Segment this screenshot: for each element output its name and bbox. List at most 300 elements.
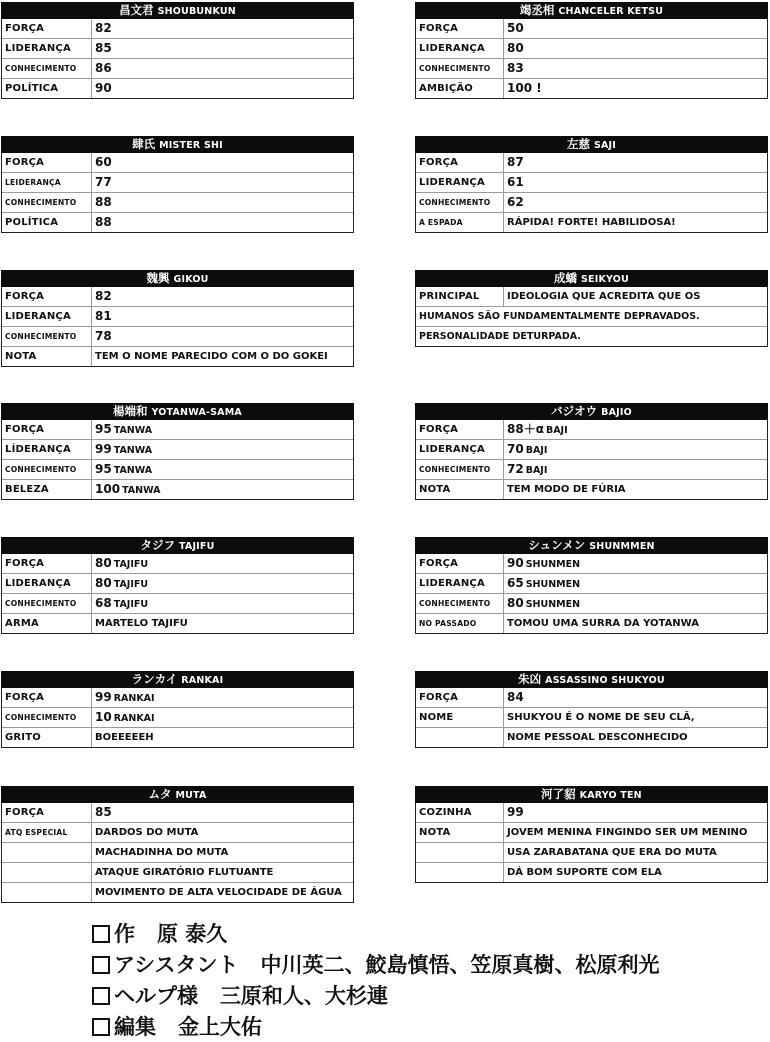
stat-row — [416, 574, 767, 594]
stat-label: NO PASSADO — [416, 614, 504, 633]
stat-label: ATQ ESPECIAL — [2, 823, 92, 842]
stat-value: 88＋α — [507, 422, 544, 436]
stat-label: FORÇA — [416, 19, 504, 38]
stat-table — [1, 19, 354, 99]
card-name: GIKOU — [173, 274, 209, 285]
stat-table — [1, 420, 354, 500]
stat-value-cell — [92, 708, 353, 727]
stat-row — [2, 307, 353, 327]
stat-table — [415, 554, 768, 634]
stat-value-cell — [504, 440, 767, 459]
stat-row — [2, 153, 353, 173]
card-saji — [415, 136, 768, 233]
stat-label: FORÇA — [2, 19, 92, 38]
stat-value: JOVEM MENINA FINGINDO SER UM MENINO — [507, 827, 748, 838]
stat-value-cell — [504, 480, 767, 499]
stat-label: FORÇA — [416, 153, 504, 172]
card-kanji: 肆氏 — [132, 137, 156, 151]
stat-value: 72 — [507, 462, 524, 476]
card-name: RANKAI — [181, 675, 224, 686]
stat-label: CONHECIMENTO — [416, 59, 504, 78]
stat-note: HUMANOS SÃO FUNDAMENTALMENTE DEPRAVADOS. — [419, 311, 700, 322]
stat-label: COZINHA — [416, 803, 504, 822]
stat-label: FORÇA — [2, 420, 92, 439]
card-name: SAJI — [593, 140, 617, 151]
stat-label: LIDERANÇA — [416, 440, 504, 459]
card-header — [415, 537, 768, 554]
stat-label: LIDERANÇA — [2, 574, 92, 593]
stat-value-cell — [92, 420, 353, 439]
stat-label: CONHECIMENTO — [416, 594, 504, 613]
stat-label — [2, 883, 92, 902]
stat-value: 88 — [95, 215, 112, 229]
stat-row — [2, 708, 353, 728]
stat-value-cell — [504, 79, 767, 98]
stat-owner: TAJIFU — [113, 559, 149, 570]
card-header — [1, 786, 354, 803]
stat-value-cell — [92, 39, 353, 58]
card-kanji: シュンメン — [528, 538, 586, 552]
stat-owner: RANKAI — [113, 693, 155, 704]
checkbox-icon — [92, 1018, 110, 1036]
card-name: SEIKYOU — [581, 274, 629, 285]
checkbox-icon — [92, 956, 110, 974]
stat-row — [2, 480, 353, 499]
stat-value: 99 — [507, 805, 524, 819]
stat-value-cell — [504, 213, 767, 232]
stat-row — [416, 213, 767, 232]
stat-value: MOVIMENTO DE ALTA VELOCIDADE DE ÁGUA — [95, 887, 342, 898]
stat-label: FORÇA — [2, 688, 92, 707]
stat-value: 80 — [95, 556, 112, 570]
stat-row — [2, 420, 353, 440]
card-header — [1, 270, 354, 287]
card-gikou — [1, 270, 354, 367]
stat-label: A ESPADA — [416, 213, 504, 232]
stat-table — [1, 554, 354, 634]
stat-label: NOME — [416, 708, 504, 727]
stat-label: CONHECIMENTO — [416, 460, 504, 479]
stat-value-cell — [504, 863, 767, 882]
stat-owner: TANWA — [113, 465, 153, 476]
credit-help: ヘルプ様 三原和人、大杉連 — [92, 980, 659, 1011]
stat-label — [2, 863, 92, 882]
stat-value-cell — [92, 440, 353, 459]
stat-value-cell — [504, 59, 767, 78]
stat-row — [2, 863, 353, 883]
stat-value-cell — [504, 728, 767, 747]
stat-row — [416, 688, 767, 708]
stat-value: TOMOU UMA SURRA DA YOTANWA — [507, 618, 699, 629]
stat-row — [416, 863, 767, 882]
stat-owner: BAJI — [525, 465, 548, 476]
stat-value-cell — [504, 460, 767, 479]
stat-owner: TANWA — [122, 485, 161, 496]
stat-value-cell — [92, 843, 353, 862]
stat-value-cell — [504, 843, 767, 862]
stat-value: 80 — [507, 596, 524, 610]
stat-owner: BAJI — [545, 425, 568, 436]
stat-row — [2, 347, 353, 366]
stat-row — [416, 19, 767, 39]
stat-owner: TANWA — [113, 445, 153, 456]
stat-row — [2, 193, 353, 213]
card-header — [1, 2, 354, 19]
stat-value-cell — [92, 688, 353, 707]
stat-value: 60 — [95, 155, 112, 169]
stat-table — [1, 803, 354, 903]
stat-table — [415, 287, 768, 347]
card-header — [1, 136, 354, 153]
stat-label: LIDERANÇA — [2, 39, 92, 58]
stat-label: AMBIÇÃO — [416, 79, 504, 98]
stat-value: 82 — [95, 21, 112, 35]
stat-value: 100 ! — [507, 81, 542, 95]
stat-owner: SHUNMEN — [525, 559, 581, 570]
stat-row — [2, 728, 353, 747]
stat-value-cell — [504, 708, 767, 727]
stat-value: 84 — [507, 690, 524, 704]
card-kanji: ランカイ — [131, 672, 178, 686]
stat-row — [416, 708, 767, 728]
card-rankai — [1, 671, 354, 748]
stat-table — [415, 420, 768, 500]
stat-row — [2, 460, 353, 480]
stat-value: 95 — [95, 422, 112, 436]
stat-row — [416, 728, 767, 747]
card-karyoten — [415, 786, 768, 883]
stat-row — [416, 193, 767, 213]
stat-row — [416, 79, 767, 98]
credits — [92, 918, 659, 1042]
card-kanji: 魏興 — [146, 271, 170, 285]
stat-value-cell — [92, 193, 353, 212]
stat-row — [2, 59, 353, 79]
stat-row — [416, 327, 767, 346]
card-name: MUTA — [175, 790, 207, 801]
stat-value-cell — [92, 803, 353, 822]
card-seikyou — [415, 270, 768, 347]
stat-label: CONHECIMENTO — [2, 594, 92, 613]
stat-label: NOTA — [416, 823, 504, 842]
stat-value-cell — [504, 554, 767, 573]
stat-row — [416, 173, 767, 193]
stat-row — [416, 843, 767, 863]
stat-label: LIDERANÇA — [416, 173, 504, 192]
stat-value-cell — [504, 420, 767, 439]
stat-row — [416, 59, 767, 79]
stat-value-cell — [92, 327, 353, 346]
stat-label: PRINCIPAL — [416, 287, 504, 306]
stat-row — [2, 213, 353, 232]
stat-value-cell — [504, 287, 767, 306]
stat-row — [2, 574, 353, 594]
stat-label: LÍDERANÇA — [2, 440, 92, 459]
stat-row — [2, 327, 353, 347]
stat-value: IDEOLOGIA QUE ACREDITA QUE OS — [507, 291, 701, 302]
stat-table — [415, 153, 768, 233]
stat-label — [2, 843, 92, 862]
card-kanji: 河了貂 — [541, 787, 576, 801]
stat-label: CONHECIMENTO — [2, 708, 92, 727]
stat-value-cell — [92, 79, 353, 98]
stat-row — [2, 688, 353, 708]
stat-table — [415, 688, 768, 748]
card-name: YOTANWA-SAMA — [151, 407, 242, 418]
card-yotanwa — [1, 403, 354, 500]
stat-value-cell — [92, 347, 353, 366]
credit-author: 作 原 泰久 — [92, 918, 659, 949]
stat-row — [416, 554, 767, 574]
stat-value: 95 — [95, 462, 112, 476]
stat-row — [2, 883, 353, 902]
stat-value-cell — [504, 19, 767, 38]
stat-value-cell — [92, 307, 353, 326]
stat-value: 81 — [95, 309, 112, 323]
stat-label: BELEZA — [2, 480, 92, 499]
stat-value: 99 — [95, 690, 112, 704]
stat-value: RÁPIDA! FORTE! HABILIDOSA! — [507, 217, 676, 228]
stat-owner: RANKAI — [113, 713, 155, 724]
stat-value-cell — [504, 803, 767, 822]
stat-label: LEIDERANÇA — [2, 173, 92, 192]
stat-value: 83 — [507, 61, 524, 75]
stat-value-cell — [504, 193, 767, 212]
stat-value: 50 — [507, 21, 524, 35]
card-kanji: ムタ — [148, 787, 172, 801]
card-name: BAJIO — [601, 407, 632, 418]
stat-value-cell — [504, 614, 767, 633]
stat-value: BOEEEEEH — [95, 732, 154, 743]
stat-value: 70 — [507, 442, 524, 456]
stat-value: DÁ BOM SUPORTE COM ELA — [507, 867, 662, 878]
stat-row — [416, 39, 767, 59]
stat-owner: BAJI — [525, 445, 548, 456]
stat-value: 85 — [95, 805, 112, 819]
stat-value: 90 — [507, 556, 524, 570]
stat-table — [1, 153, 354, 233]
stat-value: 65 — [507, 576, 524, 590]
stat-value: TEM MODO DE FÚRIA — [507, 484, 626, 495]
stat-label — [416, 843, 504, 862]
stat-value: 86 — [95, 61, 112, 75]
stat-row — [416, 307, 767, 327]
card-shukyou — [415, 671, 768, 748]
stat-owner: TAJIFU — [113, 579, 149, 590]
stat-row — [416, 614, 767, 633]
stat-label: GRITO — [2, 728, 92, 747]
stat-value-cell — [92, 460, 353, 479]
card-name: TAJIFU — [178, 541, 215, 552]
stat-value-cell — [92, 480, 353, 499]
card-kanji: 成蟜 — [554, 271, 578, 285]
stat-value-cell — [504, 594, 767, 613]
card-shunmen — [415, 537, 768, 634]
card-ketsu — [415, 2, 768, 99]
stat-row — [2, 614, 353, 633]
stat-label: FORÇA — [2, 554, 92, 573]
stat-value-cell — [92, 554, 353, 573]
stat-row — [416, 480, 767, 499]
stat-row — [2, 440, 353, 460]
card-header — [415, 136, 768, 153]
stat-row — [416, 287, 767, 307]
stat-table — [1, 688, 354, 748]
stat-value: SHUKYOU É O NOME DE SEU CLÃ, — [507, 712, 695, 723]
stat-owner: TANWA — [113, 425, 153, 436]
card-name: KARYO TEN — [579, 790, 642, 801]
stat-value: MACHADINHA DO MUTA — [95, 847, 229, 858]
stat-row — [416, 153, 767, 173]
stat-label: FORÇA — [416, 420, 504, 439]
stat-row — [2, 554, 353, 574]
stat-label: NOTA — [2, 347, 92, 366]
stat-row — [2, 594, 353, 614]
stat-label: LIDERANÇA — [416, 574, 504, 593]
stat-note: PERSONALIDADE DETURPADA. — [419, 331, 581, 342]
stat-label: LIDERANÇA — [416, 39, 504, 58]
stat-value: 68 — [95, 596, 112, 610]
card-header — [415, 671, 768, 688]
stat-value-cell — [92, 153, 353, 172]
stat-label: CONHECIMENTO — [2, 193, 92, 212]
stat-table — [415, 803, 768, 883]
stat-value: 62 — [507, 195, 524, 209]
stat-value-cell — [504, 823, 767, 842]
stat-value: USA ZARABATANA QUE ERA DO MUTA — [507, 847, 717, 858]
stat-value: 80 — [507, 41, 524, 55]
stat-value: 85 — [95, 41, 112, 55]
stat-value-cell — [92, 287, 353, 306]
stat-row — [416, 440, 767, 460]
stat-value-cell — [92, 19, 353, 38]
stat-label — [416, 728, 504, 747]
stat-value: 100 — [95, 482, 121, 496]
stat-value: 99 — [95, 442, 112, 456]
stat-label: POLÍTICA — [2, 213, 92, 232]
card-bajio — [415, 403, 768, 500]
credit-editor: 編集 金上大佑 — [92, 1011, 659, 1042]
stat-label: CONHECIMENTO — [2, 59, 92, 78]
stat-label: NOTA — [416, 480, 504, 499]
card-name: ASSASSINO SHUKYOU — [545, 675, 665, 686]
stat-value: 77 — [95, 175, 112, 189]
stat-value-cell — [92, 213, 353, 232]
card-kanji: 朱凶 — [518, 672, 542, 686]
stat-row — [2, 19, 353, 39]
card-name: SHOUBUNKUN — [157, 6, 236, 17]
stat-value: 90 — [95, 81, 112, 95]
card-name: SHUNMMEN — [589, 541, 655, 552]
card-kanji: 楊端和 — [113, 404, 148, 418]
stat-row — [416, 420, 767, 440]
stat-row — [2, 39, 353, 59]
stat-label: CONHECIMENTO — [2, 327, 92, 346]
stat-row — [2, 823, 353, 843]
card-header — [415, 2, 768, 19]
card-header — [1, 537, 354, 554]
stat-value: NOME PESSOAL DESCONHECIDO — [507, 732, 688, 743]
card-name: CHANCELER KETSU — [558, 6, 664, 17]
stat-row — [2, 843, 353, 863]
stat-value-cell — [92, 594, 353, 613]
stat-value: 61 — [507, 175, 524, 189]
card-kanji: 左慈 — [566, 137, 590, 151]
stat-value-cell — [92, 59, 353, 78]
stat-value: ATAQUE GIRATÓRIO FLUTUANTE — [95, 867, 274, 878]
card-shi — [1, 136, 354, 233]
stat-value-cell — [92, 823, 353, 842]
card-kanji: タジフ — [140, 538, 175, 552]
stat-label: CONHECIMENTO — [416, 193, 504, 212]
stat-row — [2, 803, 353, 823]
stat-label: FORÇA — [2, 153, 92, 172]
stat-value: DARDOS DO MUTA — [95, 827, 199, 838]
stat-value-cell — [92, 863, 353, 882]
stat-value: 80 — [95, 576, 112, 590]
stat-row — [2, 287, 353, 307]
stat-label: FORÇA — [416, 554, 504, 573]
stat-value-cell — [504, 153, 767, 172]
stat-owner: SHUNMEN — [525, 579, 581, 590]
card-header — [1, 671, 354, 688]
stat-value-cell — [504, 574, 767, 593]
stat-owner: SHUNMEN — [525, 599, 581, 610]
card-header — [415, 403, 768, 420]
card-muta — [1, 786, 354, 903]
stat-value: 87 — [507, 155, 524, 169]
stat-value: 82 — [95, 289, 112, 303]
stat-row — [416, 803, 767, 823]
stat-row — [416, 460, 767, 480]
stat-value-cell — [92, 173, 353, 192]
card-header — [1, 403, 354, 420]
card-shoubunkun — [1, 2, 354, 99]
stat-table — [1, 287, 354, 367]
stat-row — [2, 79, 353, 98]
stat-label: CONHECIMENTO — [2, 460, 92, 479]
stat-value-cell — [504, 173, 767, 192]
stat-value: 78 — [95, 329, 112, 343]
checkbox-icon — [92, 925, 110, 943]
card-header — [415, 786, 768, 803]
card-header — [415, 270, 768, 287]
stat-value-cell — [504, 688, 767, 707]
stat-owner: TAJIFU — [113, 599, 149, 610]
stat-value-cell — [92, 883, 353, 902]
card-tajifu — [1, 537, 354, 634]
stat-label: POLÍTICA — [2, 79, 92, 98]
checkbox-icon — [92, 987, 110, 1005]
stat-value-cell — [92, 728, 353, 747]
card-kanji: バジオウ — [551, 404, 598, 418]
stat-value-cell — [92, 574, 353, 593]
card-kanji: 竭丞相 — [519, 3, 555, 17]
stat-label: FORÇA — [416, 688, 504, 707]
stat-label: FORÇA — [2, 803, 92, 822]
credit-assistants: アシスタント 中川英二、鮫島慎悟、笠原真樹、松原利光 — [92, 949, 659, 980]
stat-label: LIDERANÇA — [2, 307, 92, 326]
stat-value: 88 — [95, 195, 112, 209]
stat-value-cell — [92, 614, 353, 633]
stat-row — [416, 594, 767, 614]
stat-value-cell — [504, 39, 767, 58]
stat-row — [416, 823, 767, 843]
stat-label: FORÇA — [2, 287, 92, 306]
stat-label: ARMA — [2, 614, 92, 633]
card-kanji: 昌文君 — [119, 3, 154, 17]
stat-value: TEM O NOME PARECIDO COM O DO GOKEI — [95, 351, 328, 362]
